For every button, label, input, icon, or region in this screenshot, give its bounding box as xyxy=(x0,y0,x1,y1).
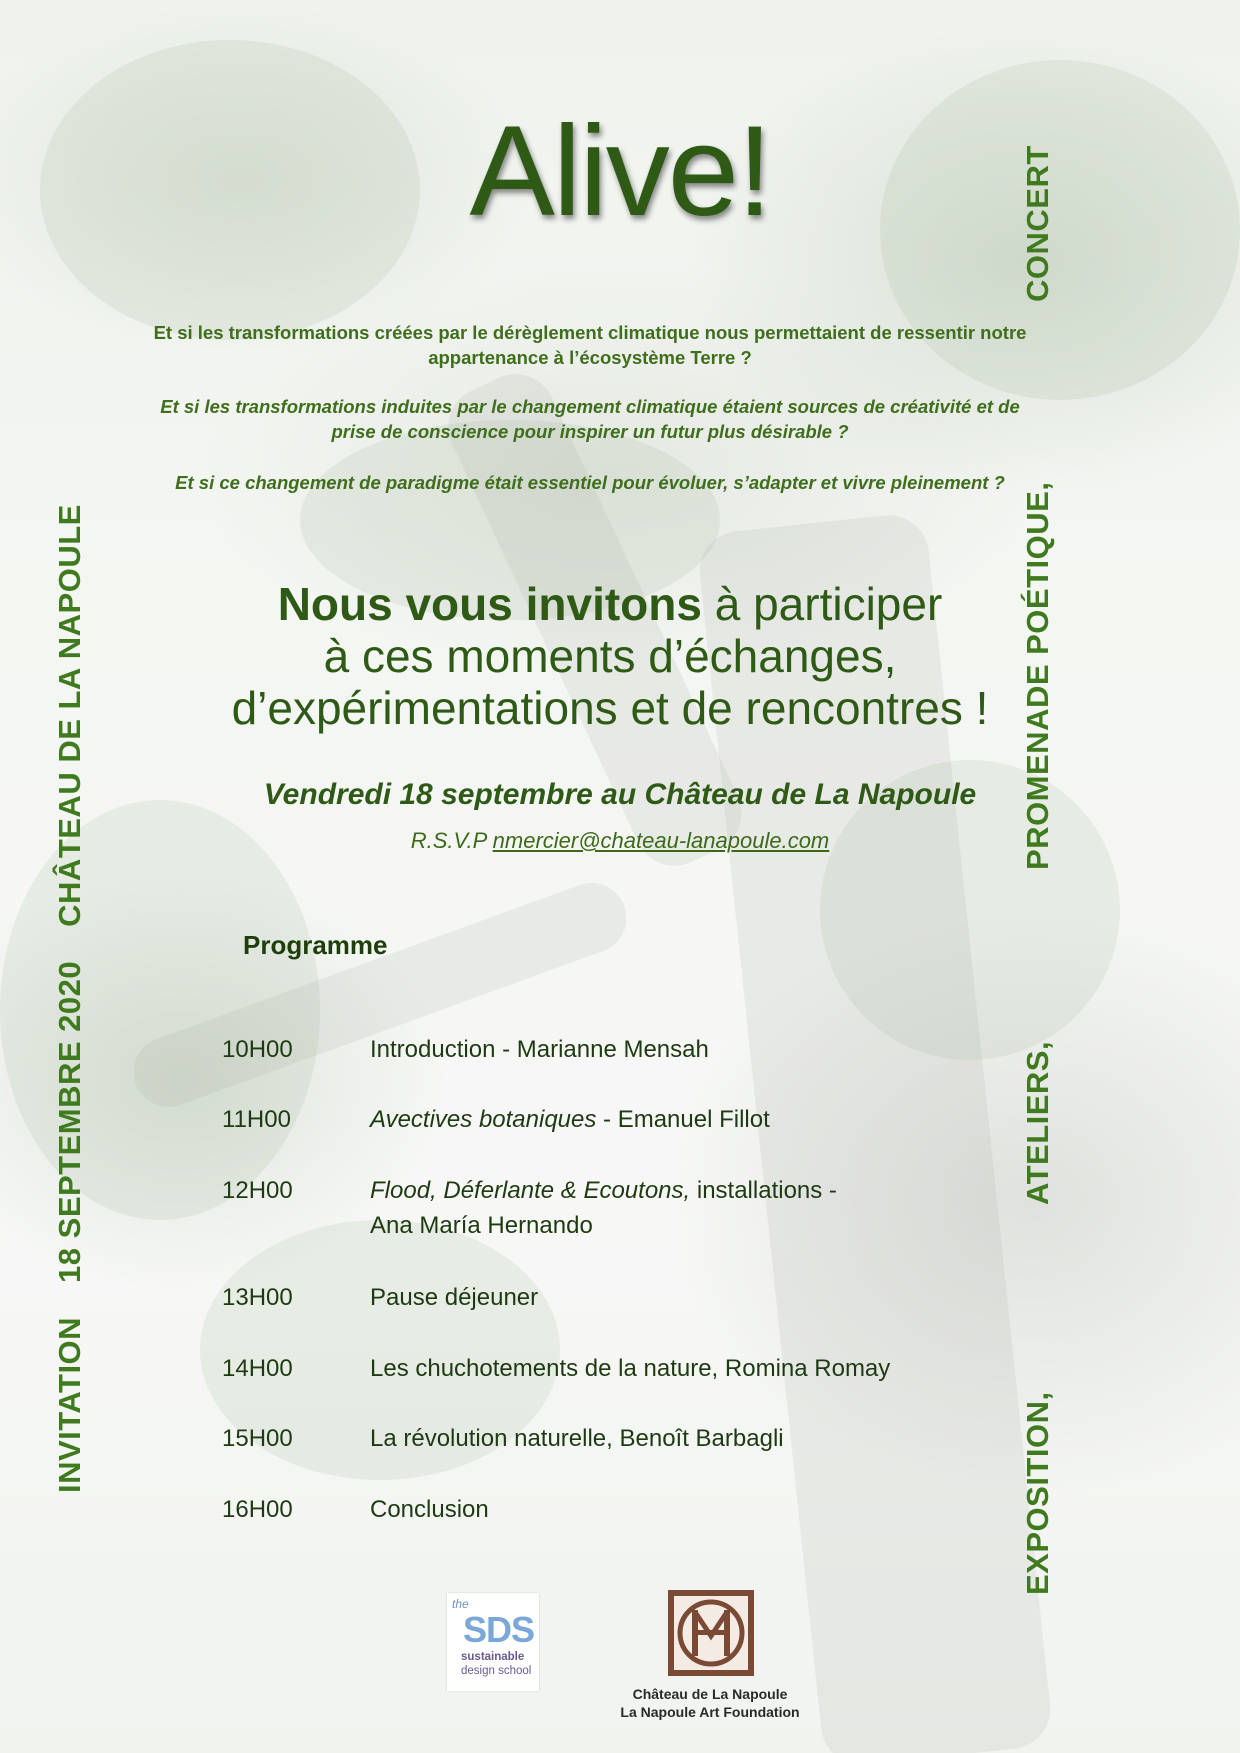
banner-exposition: EXPOSITION, xyxy=(1020,1391,1055,1595)
programme-time: 10H00 xyxy=(222,1036,293,1063)
programme-desc xyxy=(370,1173,990,1243)
programme-time: 16H00 xyxy=(222,1496,293,1523)
poster-title: Alive! xyxy=(469,100,771,243)
question-2: Et si les transformations induites par le changement climatique étaient sources de créativité et de prise de conscience pour inspirer un futur plus désirable ? xyxy=(160,396,1020,442)
invitation-text xyxy=(110,578,1110,734)
programme-text: Les chuchotements de la nature, Romina Romay xyxy=(370,1355,891,1382)
rsvp-label: R.S.V.P xyxy=(410,828,493,853)
programme-time: 14H00 xyxy=(222,1355,293,1382)
programme-time: 11H00 xyxy=(222,1106,291,1133)
programme-time: 13H00 xyxy=(222,1284,293,1311)
banner-venue: CHÂTEAU DE LA NAPOULE xyxy=(52,504,87,927)
question-1: Et si les transformations créées par le dérèglement climatique nous permettaient de ressentir notre appartenance à l’écosystème Terre ? xyxy=(153,322,1027,368)
event-date: Vendredi 18 septembre au Château de La Napoule xyxy=(263,778,977,811)
sds-logo xyxy=(447,1593,539,1691)
programme-text: Pause déjeuner xyxy=(370,1284,539,1311)
programme-desc xyxy=(370,1421,990,1456)
invitation-line-1-rest: à participer xyxy=(701,578,943,630)
programme-text-line-2: Ana María Hernando xyxy=(370,1212,593,1239)
sds-logo-the: the xyxy=(452,1597,469,1611)
invitation-line-2: à ces moments d’échanges, xyxy=(323,630,897,682)
programme-desc xyxy=(370,1102,990,1137)
programme-time: 15H00 xyxy=(222,1425,293,1452)
chateau-monogram-logo xyxy=(668,1590,754,1676)
programme-text: Conclusion xyxy=(370,1496,489,1523)
banner-concert: CONCERT xyxy=(1020,145,1055,302)
chateau-caption-1: Château de La Napoule xyxy=(632,1686,788,1702)
programme-title-italic: Flood, Déferlante & Ecoutons, xyxy=(370,1177,691,1204)
invitation-line-3: d’expérimentations et de rencontres ! xyxy=(231,682,989,734)
sds-logo-line-1: sustainable xyxy=(461,1651,525,1663)
question-3: Et si ce changement de paradigme était essentiel pour évoluer, s’adapter et vivre pleinement ? xyxy=(175,472,1005,493)
programme-text: - Emanuel Fillot xyxy=(596,1106,770,1133)
programme-desc xyxy=(370,1492,990,1527)
banner-date: 18 SEPTEMBRE 2020 xyxy=(52,960,87,1283)
banner-promenade: PROMENADE POÉTIQUE, xyxy=(1020,481,1055,870)
sds-logo-letters: SDS xyxy=(463,1609,535,1650)
programme-text: installations - xyxy=(690,1177,837,1204)
banner-invitation: INVITATION xyxy=(52,1316,87,1493)
banner-ateliers: ATELIERS, xyxy=(1020,1040,1055,1205)
rsvp-email-link[interactable]: nmercier@chateau-lanapoule.com xyxy=(492,828,830,853)
invitation-bold: Nous vous invitons xyxy=(277,578,702,630)
sds-logo-line-2: design school xyxy=(461,1665,532,1677)
programme-desc xyxy=(370,1280,990,1315)
programme-text: La révolution naturelle, Benoît Barbagli xyxy=(370,1425,784,1452)
programme-text: Introduction - Marianne Mensah xyxy=(370,1036,709,1063)
programme-time: 12H00 xyxy=(222,1177,293,1204)
programme-desc xyxy=(370,1032,990,1067)
left-vertical-banner xyxy=(52,504,88,1493)
programme-heading: Programme xyxy=(243,930,388,960)
chateau-caption-2: La Napoule Art Foundation xyxy=(620,1704,800,1720)
programme-title-italic: Avectives botaniques xyxy=(370,1106,597,1133)
programme-desc xyxy=(370,1351,990,1386)
invitation-line-1 xyxy=(110,578,1110,630)
